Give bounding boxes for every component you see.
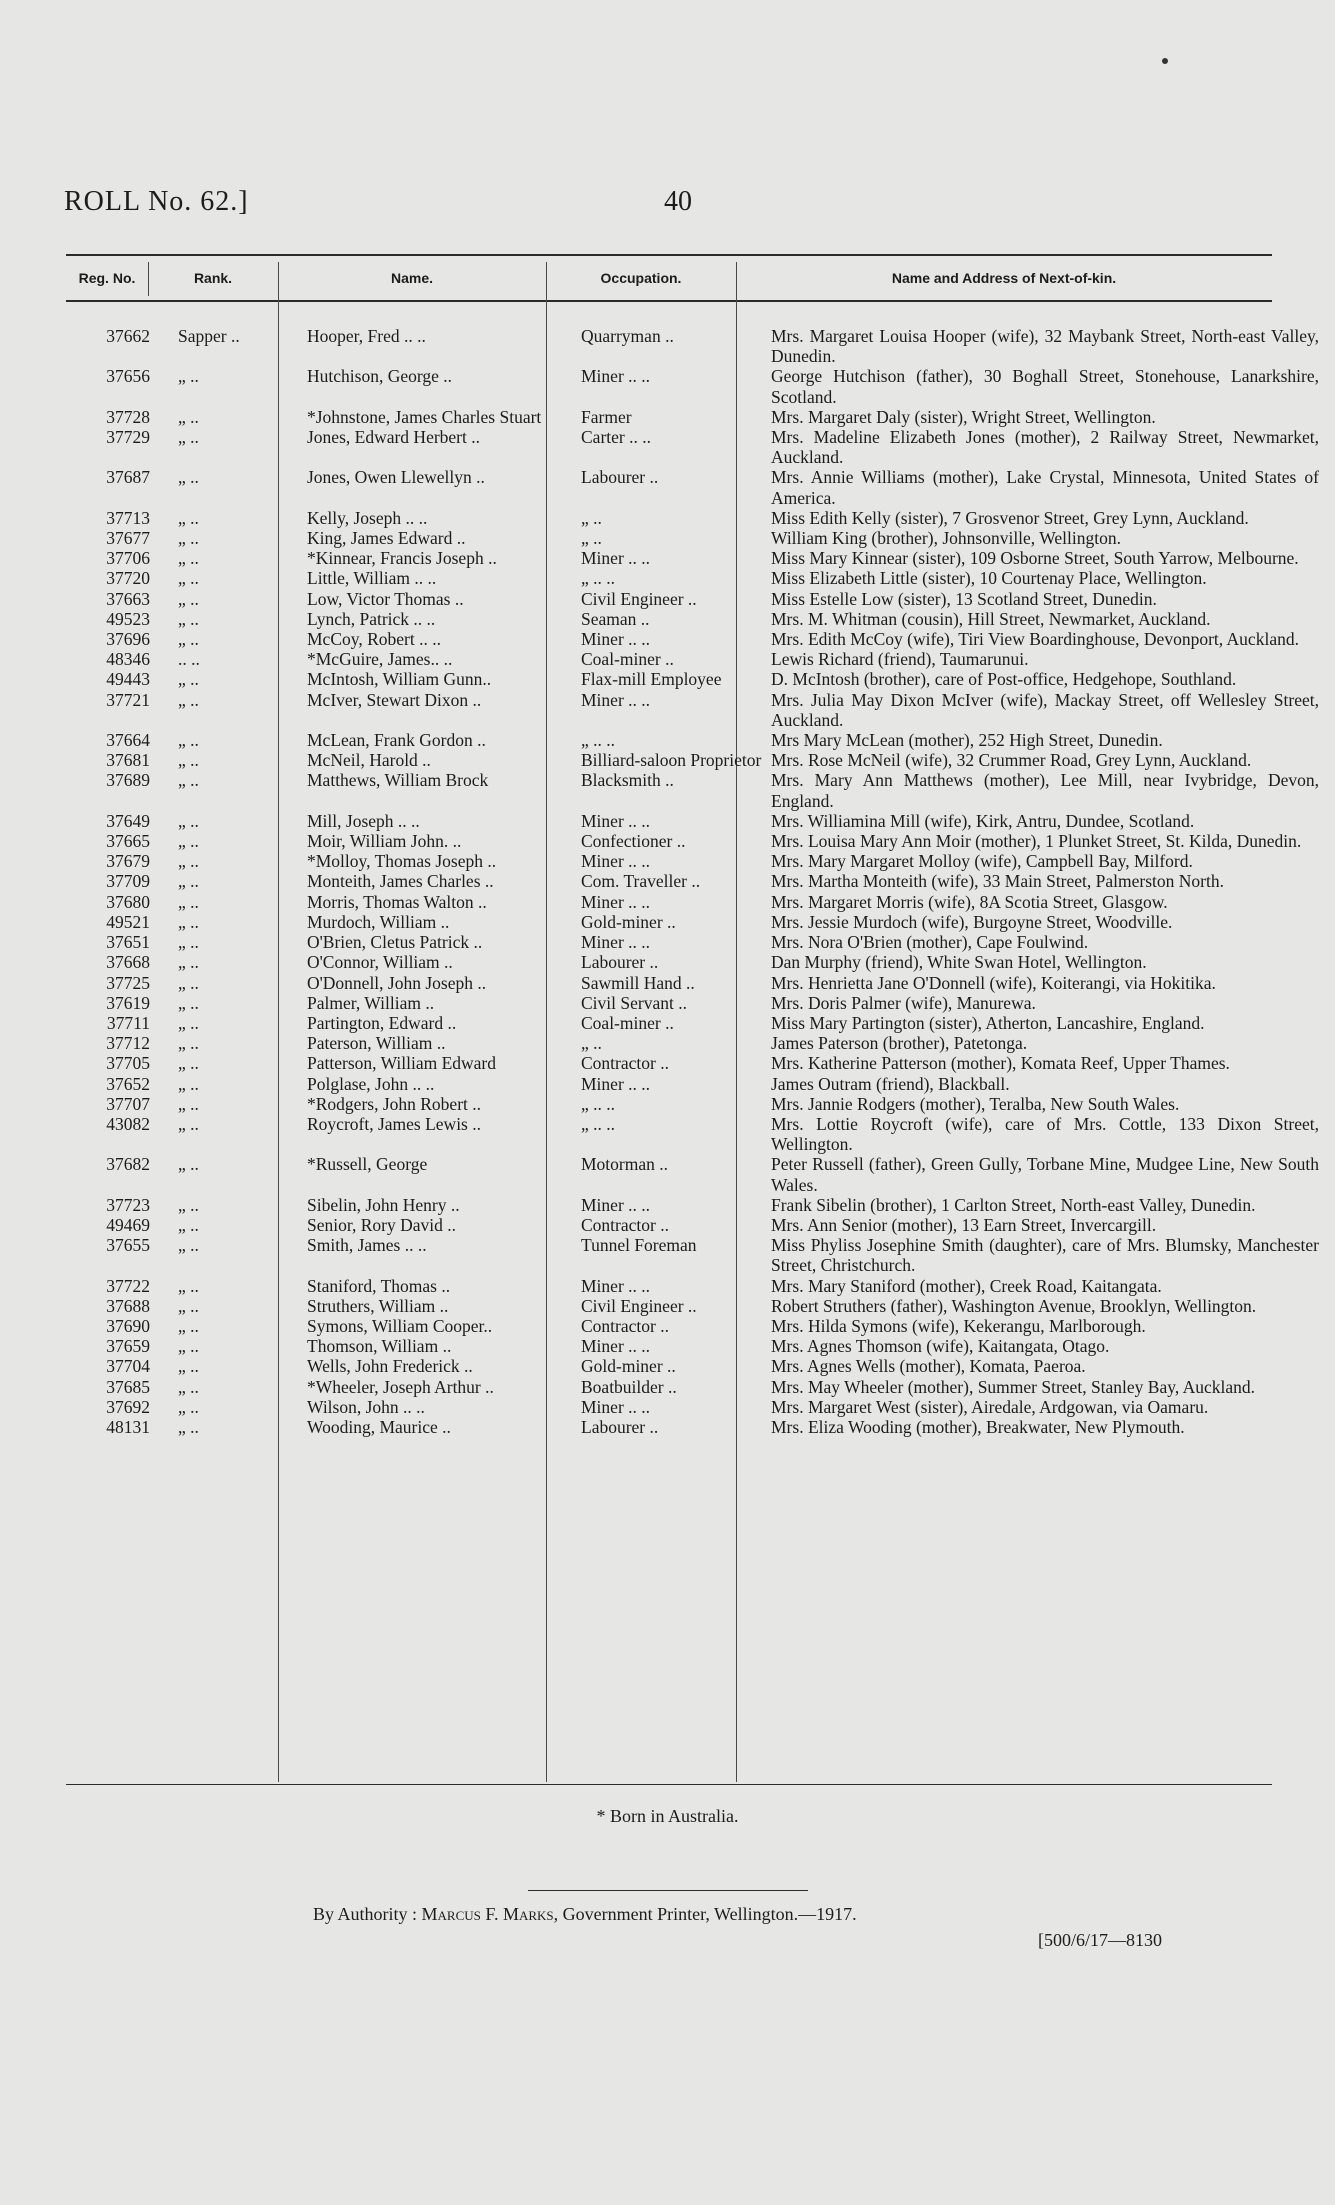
- authority-prefix: By Authority :: [313, 1904, 418, 1924]
- soldier-name: Jones, Owen Llewellyn ..: [307, 467, 485, 488]
- reg-number: 37690: [106, 1315, 150, 1336]
- rank: „ ..: [178, 608, 199, 629]
- next-of-kin: Mrs. Mary Margaret Molloy (wife), Campbell Bay, Milford.: [771, 851, 1193, 872]
- rank: „ ..: [178, 831, 199, 852]
- occupation: „ ..: [581, 1033, 602, 1054]
- table-row: [68, 1316, 1319, 1336]
- rank: „ ..: [178, 366, 199, 387]
- next-of-kin: Mrs. Mary Staniford (mother), Creek Road, Kaitangata.: [771, 1275, 1162, 1296]
- soldier-name: McLean, Frank Gordon ..: [307, 730, 486, 751]
- rank: „ ..: [178, 406, 199, 427]
- rank: „ ..: [178, 1275, 199, 1296]
- next-of-kin: Peter Russell (father), Green Gully, Torbane Mine, Mudgee Line, New South Wales.: [771, 1154, 1319, 1195]
- occupation: Contractor ..: [581, 1214, 669, 1235]
- next-of-kin: D. McIntosh (brother), care of Post-office, Hedgehope, Southland.: [771, 669, 1237, 690]
- soldier-name: *Kinnear, Francis Joseph ..: [307, 548, 497, 569]
- next-of-kin: Robert Struthers (father), Washington Avenue, Brooklyn, Wellington.: [771, 1295, 1257, 1316]
- print-code: [500/6/17—8130: [1038, 1930, 1162, 1950]
- rank: „ ..: [178, 851, 199, 872]
- next-of-kin: Miss Mary Kinnear (sister), 109 Osborne Street, South Yarrow, Melbourne.: [771, 548, 1299, 569]
- soldier-name: Monteith, James Charles ..: [307, 871, 494, 892]
- soldier-name: Matthews, William Brock: [307, 770, 489, 791]
- soldier-name: King, James Edward ..: [307, 528, 466, 549]
- table-row: [68, 568, 1319, 588]
- rank: „ ..: [178, 992, 199, 1013]
- rank: „ ..: [178, 1295, 199, 1316]
- table-row: [68, 811, 1319, 831]
- rank: „ ..: [178, 689, 199, 710]
- rank: „ ..: [178, 1235, 199, 1256]
- table-row: [68, 467, 1319, 507]
- reg-number: 37681: [106, 750, 150, 771]
- rank: „ ..: [178, 730, 199, 751]
- occupation: „ .. ..: [581, 730, 616, 751]
- page-number: 40: [664, 186, 692, 217]
- occupation: Gold-miner ..: [581, 911, 676, 932]
- table-row: [68, 1377, 1319, 1397]
- reg-number: 37712: [106, 1033, 150, 1054]
- reg-number: 37687: [106, 467, 150, 488]
- occupation: Farmer: [581, 406, 632, 427]
- roll-number: ROLL No. 62.]: [64, 186, 249, 217]
- next-of-kin: George Hutchison (father), 30 Boghall Street, Stonehouse, Lanarkshire, Scotland.: [771, 366, 1319, 407]
- table-row: [68, 548, 1319, 568]
- table-row: [68, 326, 1319, 366]
- occupation: Civil Engineer ..: [581, 588, 697, 609]
- table-row: [68, 730, 1319, 750]
- reg-number: 37689: [106, 770, 150, 791]
- soldier-name: O'Connor, William ..: [307, 952, 453, 973]
- next-of-kin: Mrs. Margaret Louisa Hooper (wife), 32 Maybank Street, North-east Valley, Dunedin.: [771, 326, 1319, 367]
- reg-number: 37720: [106, 568, 150, 589]
- reg-number: 37659: [106, 1336, 150, 1357]
- table-row: [68, 690, 1319, 730]
- table-row: [68, 508, 1319, 528]
- occupation: Coal-miner ..: [581, 1012, 674, 1033]
- occupation: Miner .. ..: [581, 366, 651, 387]
- table-row: [68, 1074, 1319, 1094]
- soldier-name: McIntosh, William Gunn..: [307, 669, 492, 690]
- reg-number: 37723: [106, 1194, 150, 1215]
- table-row: [68, 993, 1319, 1013]
- next-of-kin: Mrs. Julia May Dixon McIver (wife), Mackay Street, off Wellesley Street, Auckland.: [771, 689, 1319, 730]
- table-row: [68, 589, 1319, 609]
- occupation: Flax-mill Employee: [581, 669, 722, 690]
- rank: „ ..: [178, 1214, 199, 1235]
- next-of-kin: Mrs. Louisa Mary Ann Moir (mother), 1 Plunket Street, St. Kilda, Dunedin.: [771, 831, 1302, 852]
- reg-number: 49521: [106, 911, 150, 932]
- next-of-kin: Mrs. Annie Williams (mother), Lake Crystal, Minnesota, United States of America.: [771, 467, 1319, 508]
- soldier-name: Struthers, William ..: [307, 1295, 449, 1316]
- next-of-kin: Mrs. Williamina Mill (wife), Kirk, Antru, Dundee, Scotland.: [771, 810, 1195, 831]
- reg-number: 49443: [106, 669, 150, 690]
- rank: „ ..: [178, 507, 199, 528]
- rank: „ ..: [178, 932, 199, 953]
- occupation: Labourer ..: [581, 952, 659, 973]
- soldier-name: *Wheeler, Joseph Arthur ..: [307, 1376, 494, 1397]
- table-row: [68, 1053, 1319, 1073]
- rank: .. ..: [178, 649, 200, 670]
- reg-number: 37711: [106, 1012, 150, 1033]
- soldier-name: Thomson, William ..: [307, 1336, 452, 1357]
- occupation: Miner .. ..: [581, 548, 651, 569]
- reg-number: 37662: [106, 326, 150, 346]
- soldier-name: Sibelin, John Henry ..: [307, 1194, 460, 1215]
- rank: „ ..: [178, 548, 199, 569]
- reg-number: 37709: [106, 871, 150, 892]
- rank: „ ..: [178, 1336, 199, 1357]
- next-of-kin: Mrs. Martha Monteith (wife), 33 Main Street, Palmerston North.: [771, 871, 1224, 892]
- next-of-kin: Mrs. Ann Senior (mother), 13 Earn Street, Invercargill.: [771, 1214, 1157, 1235]
- reg-number: 37652: [106, 1073, 150, 1094]
- occupation: Boatbuilder ..: [581, 1376, 677, 1397]
- table-row: [68, 1033, 1319, 1053]
- next-of-kin: Mrs Mary McLean (mother), 252 High Street, Dunedin.: [771, 730, 1163, 751]
- rank: „ ..: [178, 568, 199, 589]
- header-rule: [66, 300, 1272, 302]
- next-of-kin: Mrs. Hilda Symons (wife), Kekerangu, Marlborough.: [771, 1315, 1146, 1336]
- table-row: [68, 1235, 1319, 1275]
- next-of-kin: Mrs. Margaret Daly (sister), Wright Street, Wellington.: [771, 406, 1156, 427]
- next-of-kin: Frank Sibelin (brother), 1 Carlton Street, North-east Valley, Dunedin.: [771, 1194, 1256, 1215]
- reg-number: 37677: [106, 528, 150, 549]
- table-row: [68, 649, 1319, 669]
- next-of-kin: Mrs. Doris Palmer (wife), Manurewa.: [771, 992, 1036, 1013]
- rank: „ ..: [178, 911, 199, 932]
- occupation: Miner .. ..: [581, 689, 651, 710]
- reg-number: 37706: [106, 548, 150, 569]
- next-of-kin: Mrs. Agnes Thomson (wife), Kaitangata, Otago.: [771, 1336, 1110, 1357]
- soldier-name: Little, William .. ..: [307, 568, 437, 589]
- rank: „ ..: [178, 1073, 199, 1094]
- soldier-name: Smith, James .. ..: [307, 1235, 427, 1256]
- soldier-name: Mill, Joseph .. ..: [307, 810, 420, 831]
- reg-number: 37668: [106, 952, 150, 973]
- reg-number: 49523: [106, 608, 150, 629]
- soldier-name: Lynch, Patrick .. ..: [307, 608, 436, 629]
- next-of-kin: Miss Mary Partington (sister), Atherton, Lancashire, England.: [771, 1012, 1205, 1033]
- reg-number: 37721: [106, 689, 150, 710]
- rank: „ ..: [178, 770, 199, 791]
- next-of-kin: Mrs. M. Whitman (cousin), Hill Street, Newmarket, Auckland.: [771, 608, 1211, 629]
- authority-suffix: Government Printer, Wellington.—1917.: [562, 1904, 857, 1924]
- occupation: Contractor ..: [581, 1315, 669, 1336]
- reg-number: 37705: [106, 1053, 150, 1074]
- column-header-kin: Name and Address of Next-of-kin.: [891, 270, 1117, 286]
- occupation: Labourer ..: [581, 467, 659, 488]
- next-of-kin: Miss Elizabeth Little (sister), 10 Courtenay Place, Wellington.: [771, 568, 1207, 589]
- table-row: [68, 952, 1319, 972]
- table-row: [68, 609, 1319, 629]
- rank: „ ..: [178, 1012, 199, 1033]
- rank: „ ..: [178, 629, 199, 650]
- soldier-name: Morris, Thomas Walton ..: [307, 891, 487, 912]
- reg-number: 37713: [106, 507, 150, 528]
- occupation: Carter .. ..: [581, 427, 651, 448]
- reg-number: 37704: [106, 1356, 150, 1377]
- next-of-kin: Mrs. Eliza Wooding (mother), Breakwater, New Plymouth.: [771, 1416, 1185, 1437]
- rank: „ ..: [178, 1154, 199, 1175]
- soldier-name: Jones, Edward Herbert ..: [307, 427, 481, 448]
- reg-number: 37696: [106, 629, 150, 650]
- soldier-name: Staniford, Thomas ..: [307, 1275, 451, 1296]
- reg-number: 37649: [106, 810, 150, 831]
- rank: „ ..: [178, 1033, 199, 1054]
- table-row: [68, 1114, 1319, 1154]
- next-of-kin: Mrs. May Wheeler (mother), Summer Street, Stanley Bay, Auckland.: [771, 1376, 1256, 1397]
- reg-number: 37725: [106, 972, 150, 993]
- next-of-kin: Lewis Richard (friend), Taumarunui.: [771, 649, 1029, 670]
- occupation: Miner .. ..: [581, 1396, 651, 1417]
- rank: „ ..: [178, 467, 199, 488]
- table-row: [68, 892, 1319, 912]
- occupation: Tunnel Foreman: [581, 1235, 697, 1256]
- reg-number: 37663: [106, 588, 150, 609]
- table-row: [68, 427, 1319, 467]
- reg-number: 37728: [106, 406, 150, 427]
- table-row: [68, 851, 1319, 871]
- reg-number: 49469: [106, 1214, 150, 1235]
- table-row: [68, 669, 1319, 689]
- table-row: [68, 932, 1319, 952]
- soldier-name: Senior, Rory David ..: [307, 1214, 457, 1235]
- soldier-name: *Molloy, Thomas Joseph ..: [307, 851, 497, 872]
- reg-number: 37692: [106, 1396, 150, 1417]
- rank: „ ..: [178, 1194, 199, 1215]
- soldier-name: Hooper, Fred .. ..: [307, 326, 426, 346]
- soldier-name: Partington, Edward ..: [307, 1012, 457, 1033]
- next-of-kin: James Paterson (brother), Patetonga.: [771, 1033, 1028, 1054]
- rank: „ ..: [178, 1356, 199, 1377]
- rank: „ ..: [178, 1376, 199, 1397]
- reg-number: 48346: [106, 649, 150, 670]
- soldier-name: *Johnstone, James Charles Stuart: [307, 406, 542, 427]
- soldier-name: *Rodgers, John Robert ..: [307, 1093, 482, 1114]
- footer-rule: [528, 1890, 808, 1891]
- occupation: Blacksmith ..: [581, 770, 674, 791]
- next-of-kin: Mrs. Mary Ann Matthews (mother), Lee Mill, near Ivybridge, Devon, England.: [771, 770, 1319, 811]
- table-row: [68, 1336, 1319, 1356]
- occupation: „ .. ..: [581, 1093, 616, 1114]
- reg-number: 37722: [106, 1275, 150, 1296]
- table-row: [68, 407, 1319, 427]
- rank: „ ..: [178, 750, 199, 771]
- reg-number: 48131: [106, 1416, 150, 1437]
- occupation: Labourer ..: [581, 1416, 659, 1437]
- reg-number: 43082: [106, 1113, 150, 1134]
- table-row: [68, 1195, 1319, 1215]
- soldier-name: Symons, William Cooper..: [307, 1315, 493, 1336]
- occupation: Seaman ..: [581, 608, 650, 629]
- reg-number: 37682: [106, 1154, 150, 1175]
- next-of-kin: James Outram (friend), Blackball.: [771, 1073, 1010, 1094]
- next-of-kin: Mrs. Jessie Murdoch (wife), Burgoyne Street, Woodville.: [771, 911, 1173, 932]
- top-rule: [66, 254, 1272, 256]
- occupation: Gold-miner ..: [581, 1356, 676, 1377]
- column-header-name: Name.: [390, 270, 434, 286]
- table-row: [68, 973, 1319, 993]
- next-of-kin: Mrs. Lottie Roycroft (wife), care of Mrs. Cottle, 133 Dixon Street, Wellington.: [771, 1113, 1319, 1155]
- table-row: [68, 1296, 1319, 1316]
- printer-name: Marcus F. Marks,: [421, 1904, 559, 1924]
- column-header-rank: Rank.: [193, 270, 233, 286]
- footnote: * Born in Australia.: [596, 1806, 739, 1826]
- next-of-kin: Mrs. Margaret West (sister), Airedale, Ardgowan, via Oamaru.: [771, 1396, 1209, 1417]
- rank: „ ..: [178, 427, 199, 448]
- reg-number: 37685: [106, 1376, 150, 1397]
- next-of-kin: William King (brother), Johnsonville, Wellington.: [771, 528, 1121, 549]
- rank: „ ..: [178, 1416, 199, 1437]
- occupation: Billiard-saloon Proprietor: [581, 750, 762, 771]
- soldier-name: McIver, Stewart Dixon ..: [307, 689, 482, 710]
- table-row: [68, 629, 1319, 649]
- rank: „ ..: [178, 952, 199, 973]
- reg-number: 37688: [106, 1295, 150, 1316]
- next-of-kin: Mrs. Madeline Elizabeth Jones (mother), 2 Railway Street, Newmarket, Auckland.: [771, 427, 1319, 468]
- bottom-rule: [66, 1784, 1272, 1785]
- occupation: Motorman ..: [581, 1154, 669, 1175]
- reg-number: 37729: [106, 427, 150, 448]
- soldier-name: Palmer, William ..: [307, 992, 435, 1013]
- soldier-name: Moir, William John. ..: [307, 831, 462, 852]
- occupation: Miner .. ..: [581, 1194, 651, 1215]
- reg-number: 37656: [106, 366, 150, 387]
- rank: „ ..: [178, 528, 199, 549]
- column-header-reg: Reg. No.: [78, 270, 136, 286]
- rank: „ ..: [178, 1396, 199, 1417]
- next-of-kin: Mrs. Katherine Patterson (mother), Komata Reef, Upper Thames.: [771, 1053, 1230, 1074]
- next-of-kin: Mrs. Nora O'Brien (mother), Cape Foulwind.: [771, 932, 1089, 953]
- soldier-name: Wells, John Frederick ..: [307, 1356, 473, 1377]
- occupation: „ .. ..: [581, 1113, 616, 1134]
- soldier-name: Polglase, John .. ..: [307, 1073, 435, 1094]
- table-row: [68, 770, 1319, 810]
- table-row: [68, 871, 1319, 891]
- reg-number: 37665: [106, 831, 150, 852]
- rank: „ ..: [178, 891, 199, 912]
- rank: „ ..: [178, 588, 199, 609]
- rank: „ ..: [178, 1113, 199, 1134]
- occupation: Miner .. ..: [581, 851, 651, 872]
- occupation: Miner .. ..: [581, 629, 651, 650]
- occupation: „ ..: [581, 507, 602, 528]
- soldier-name: O'Donnell, John Joseph ..: [307, 972, 487, 993]
- column-header-occupation: Occupation.: [600, 270, 682, 286]
- reg-number: 37655: [106, 1235, 150, 1256]
- soldier-name: Paterson, William ..: [307, 1033, 446, 1054]
- roll-table: [68, 326, 1319, 1437]
- soldier-name: *Russell, George: [307, 1154, 428, 1175]
- soldier-name: Low, Victor Thomas ..: [307, 588, 464, 609]
- next-of-kin: Mrs. Henrietta Jane O'Donnell (wife), Koiterangi, via Hokitika.: [771, 972, 1216, 993]
- rank: „ ..: [178, 871, 199, 892]
- occupation: Civil Servant ..: [581, 992, 687, 1013]
- soldier-name: Wilson, John .. ..: [307, 1396, 425, 1417]
- soldier-name: McCoy, Robert .. ..: [307, 629, 441, 650]
- rank: „ ..: [178, 669, 199, 690]
- soldier-name: Patterson, William Edward: [307, 1053, 497, 1074]
- table-row: [68, 1215, 1319, 1235]
- reg-number: 37651: [106, 932, 150, 953]
- reg-number: 37707: [106, 1093, 150, 1114]
- occupation: Miner .. ..: [581, 891, 651, 912]
- soldier-name: *McGuire, James.. ..: [307, 649, 453, 670]
- table-row: [68, 366, 1319, 406]
- soldier-name: Kelly, Joseph .. ..: [307, 507, 428, 528]
- occupation: Civil Engineer ..: [581, 1295, 697, 1316]
- soldier-name: Wooding, Maurice ..: [307, 1416, 451, 1437]
- table-row: [68, 912, 1319, 932]
- occupation: Confectioner ..: [581, 831, 686, 852]
- rank: „ ..: [178, 1315, 199, 1336]
- next-of-kin: Dan Murphy (friend), White Swan Hotel, Wellington.: [771, 952, 1147, 973]
- table-row: [68, 750, 1319, 770]
- occupation: Quarryman ..: [581, 326, 674, 346]
- next-of-kin: Miss Phyliss Josephine Smith (daughter), care of Mrs. Blumsky, Manchester Street, Christchurch.: [771, 1235, 1319, 1276]
- table-row: [68, 1356, 1319, 1376]
- occupation: „ ..: [581, 528, 602, 549]
- occupation: Miner .. ..: [581, 1073, 651, 1094]
- soldier-name: McNeil, Harold ..: [307, 750, 431, 771]
- rank: Sapper ..: [178, 326, 240, 346]
- authority-line: [313, 1904, 857, 1925]
- occupation: Coal-miner ..: [581, 649, 674, 670]
- table-row: [68, 1154, 1319, 1194]
- rank: „ ..: [178, 1053, 199, 1074]
- table-row: [68, 1417, 1319, 1437]
- table-row: [68, 1276, 1319, 1296]
- reg-number: 37664: [106, 730, 150, 751]
- occupation: Contractor ..: [581, 1053, 669, 1074]
- next-of-kin: Mrs. Rose McNeil (wife), 32 Crummer Road, Grey Lynn, Auckland.: [771, 750, 1252, 771]
- table-row: [68, 1094, 1319, 1114]
- occupation: Miner .. ..: [581, 810, 651, 831]
- occupation: Miner .. ..: [581, 1336, 651, 1357]
- occupation: Miner .. ..: [581, 1275, 651, 1296]
- next-of-kin: Miss Estelle Low (sister), 13 Scotland Street, Dunedin.: [771, 588, 1157, 609]
- soldier-name: Hutchison, George ..: [307, 366, 452, 387]
- table-row: [68, 1013, 1319, 1033]
- next-of-kin: Mrs. Edith McCoy (wife), Tiri View Boardinghouse, Devonport, Auckland.: [771, 629, 1299, 650]
- occupation: Sawmill Hand ..: [581, 972, 695, 993]
- next-of-kin: Mrs. Agnes Wells (mother), Komata, Paeroa.: [771, 1356, 1086, 1377]
- reg-number: 37680: [106, 891, 150, 912]
- next-of-kin: Miss Edith Kelly (sister), 7 Grosvenor Street, Grey Lynn, Auckland.: [771, 507, 1249, 528]
- table-row: [68, 1397, 1319, 1417]
- reg-number: 37679: [106, 851, 150, 872]
- soldier-name: Murdoch, William ..: [307, 911, 450, 932]
- occupation: „ .. ..: [581, 568, 616, 589]
- table-row: [68, 831, 1319, 851]
- soldier-name: O'Brien, Cletus Patrick ..: [307, 932, 483, 953]
- ink-dot: [1162, 58, 1168, 64]
- next-of-kin: Mrs. Margaret Morris (wife), 8A Scotia Street, Glasgow.: [771, 891, 1168, 912]
- soldier-name: Roycroft, James Lewis ..: [307, 1113, 481, 1134]
- table-row: [68, 528, 1319, 548]
- rank: „ ..: [178, 810, 199, 831]
- rank: „ ..: [178, 972, 199, 993]
- reg-number: 37619: [106, 992, 150, 1013]
- next-of-kin: Mrs. Jannie Rodgers (mother), Teralba, New South Wales.: [771, 1093, 1180, 1114]
- occupation: Miner .. ..: [581, 932, 651, 953]
- occupation: Com. Traveller ..: [581, 871, 701, 892]
- rank: „ ..: [178, 1093, 199, 1114]
